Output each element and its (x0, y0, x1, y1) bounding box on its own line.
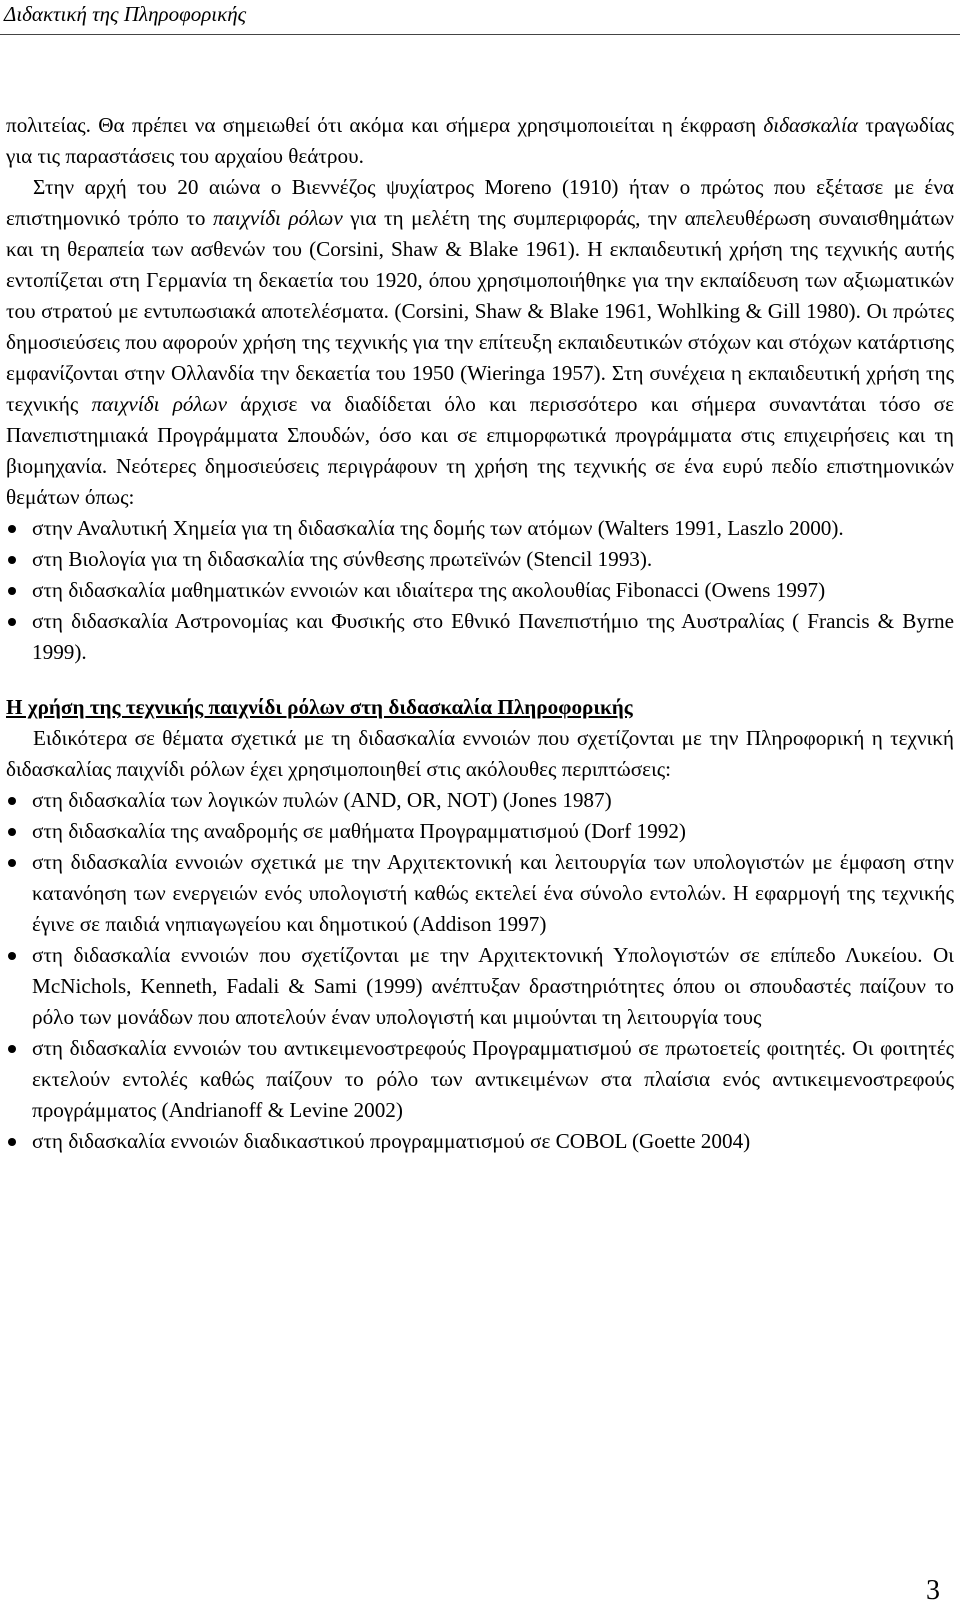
header-divider (0, 34, 960, 35)
list-item: στη διδασκαλία των λογικών πυλών (AND, OR, NOT) (Jones 1987) (6, 785, 954, 816)
document-body (6, 110, 954, 1157)
paragraph-1 (6, 110, 954, 172)
list-item: στην Αναλυτική Χημεία για τη διδασκαλία της δομής των ατόμων (Walters 1991, Laszlo 2000). (6, 513, 954, 544)
paragraph-2-text-c: για τη μελέτη της συμπεριφοράς, την απελευθέρωση συναισθημάτων και τη θεραπεία των ασθενών του (Corsini, Shaw & Blake 1961). Η εκπαιδευτική χρήση της τεχνικής αυτής εντοπίζεται στη Γερμανία τη δεκαετία του 1920, όπου χρησιμοποιήθηκε για την εκπαίδευση των αξιωματικών του στρατού με εντυπωσιακά αποτελέσματα. (Corsini, Shaw & Blake 1961, Wohlking & Gill 1980). Οι πρώτες δημοσιεύσεις που αφορούν χρήση της τεχνικής για την επίτευξη εκπαιδευτικών στόχων και στόχων κατάρτισης εμφανίζονται στην Ολλανδία την δεκαετία του 1950 (Wieringa 1957). Στη συνέχεια η εκπαιδευτική χρήση της τεχνικής (6, 206, 954, 416)
paragraph-1-text-c: τραγωδίας για τις παραστάσεις του αρχαίου θεάτρου. (6, 113, 955, 168)
list-item: στη Βιολογία για τη διδασκαλία της σύνθεσης πρωτεϊνών (Stencil 1993). (6, 544, 954, 575)
science-topics-list (6, 513, 954, 668)
informatics-topics-list (6, 785, 954, 1157)
list-item: στη διδασκαλία της αναδρομής σε μαθήματα Προγραμματισμού (Dorf 1992) (6, 816, 954, 847)
list-item: στη διδασκαλία εννοιών διαδικαστικού προγραμματισμού σε COBOL (Goette 2004) (6, 1126, 954, 1157)
page-number: 3 (926, 1575, 940, 1606)
list-item: στη διδασκαλία εννοιών του αντικειμενοστρεφούς Προγραμματισμού σε πρωτοετείς φοιτητές. Οι φοιτητές εκτελούν εντολές καθώς παίζουν το ρόλο των αντικειμένων στα πλαίσια ενός αντικειμενοστρεφούς προγράμματος (Andrianoff & Levine 2002) (6, 1033, 954, 1126)
list-item: στη διδασκαλία εννοιών σχετικά με την Αρχιτεκτονική και λειτουργία των υπολογιστών με έμφαση στην κατανόηση των ενεργειών ενός υπολογιστή καθώς εκτελεί ένα σύνολο εντολών. Η εφαρμογή της τεχνικής έγινε σε παιδιά νηπιαγωγείου και δημοτικού (Addison 1997) (6, 847, 954, 940)
paragraph-1-text-a: πολιτείας. Θα πρέπει να σημειωθεί ότι ακόμα και σήμερα χρησιμοποιείται η έκφραση (6, 113, 764, 137)
list-item: στη διδασκαλία Αστρονομίας και Φυσικής στο Εθνικό Πανεπιστήμιο της Αυστραλίας ( Francis & Byrne 1999). (6, 606, 954, 668)
section-heading: Η χρήση της τεχνικής παιχνίδι ρόλων στη διδασκαλία Πληροφορικής (6, 695, 633, 719)
paragraph-2 (6, 172, 954, 513)
paragraph-2-italic-term-1: παιχνίδι ρόλων (212, 206, 343, 230)
list-item: στη διδασκαλία εννοιών που σχετίζονται με την Αρχιτεκτονική Υπολογιστών σε επίπεδο Λυκείου. Οι McNichols, Kenneth, Fadali & Sami (1999) ανέπτυξαν δραστηριότητες όπου οι σπουδαστές παίζουν το ρόλο των μονάδων που αποτελούν έναν υπολογιστή και μιμούνται τη λειτουργία τους (6, 940, 954, 1033)
paragraph-2-text-a: Στην αρχή του 20 αιώνα ο Βιεννέζος ψυχίατρος Moreno (1910) ήταν ο πρώτος που εξέτασε με ένα επιστημονικό τρόπο το (6, 175, 954, 230)
running-header-title: Διδακτική της Πληροφορικής (4, 2, 247, 26)
paragraph-1-italic-term: διδασκαλία (763, 113, 858, 137)
list-item: στη διδασκαλία μαθηματικών εννοιών και ιδιαίτερα της ακολουθίας Fibonacci (Owens 1997) (6, 575, 954, 606)
section-intro-paragraph: Ειδικότερα σε θέματα σχετικά με τη διδασκαλία εννοιών που σχετίζονται με την Πληροφορική η τεχνική διδασκαλίας παιχνίδι ρόλων έχει χρησιμοποιηθεί στις ακόλουθες περιπτώσεις: (6, 726, 954, 781)
paragraph-2-text-e: άρχισε να διαδίδεται όλο και περισσότερο και σήμερα συναντάται τόσο σε Πανεπιστημιακά Προγράμματα Σπουδών, όσο και σε επιμορφωτικά προγράμματα στις επιχειρήσεις και τη βιομηχανία. Νεότερες δημοσιεύσεις περιγράφουν τη χρήση της τεχνικής σε ένα ευρύ πεδίο επιστημονικών θεμάτων όπως: (6, 392, 954, 509)
paragraph-2-italic-term-2: παιχνίδι ρόλων (91, 392, 227, 416)
